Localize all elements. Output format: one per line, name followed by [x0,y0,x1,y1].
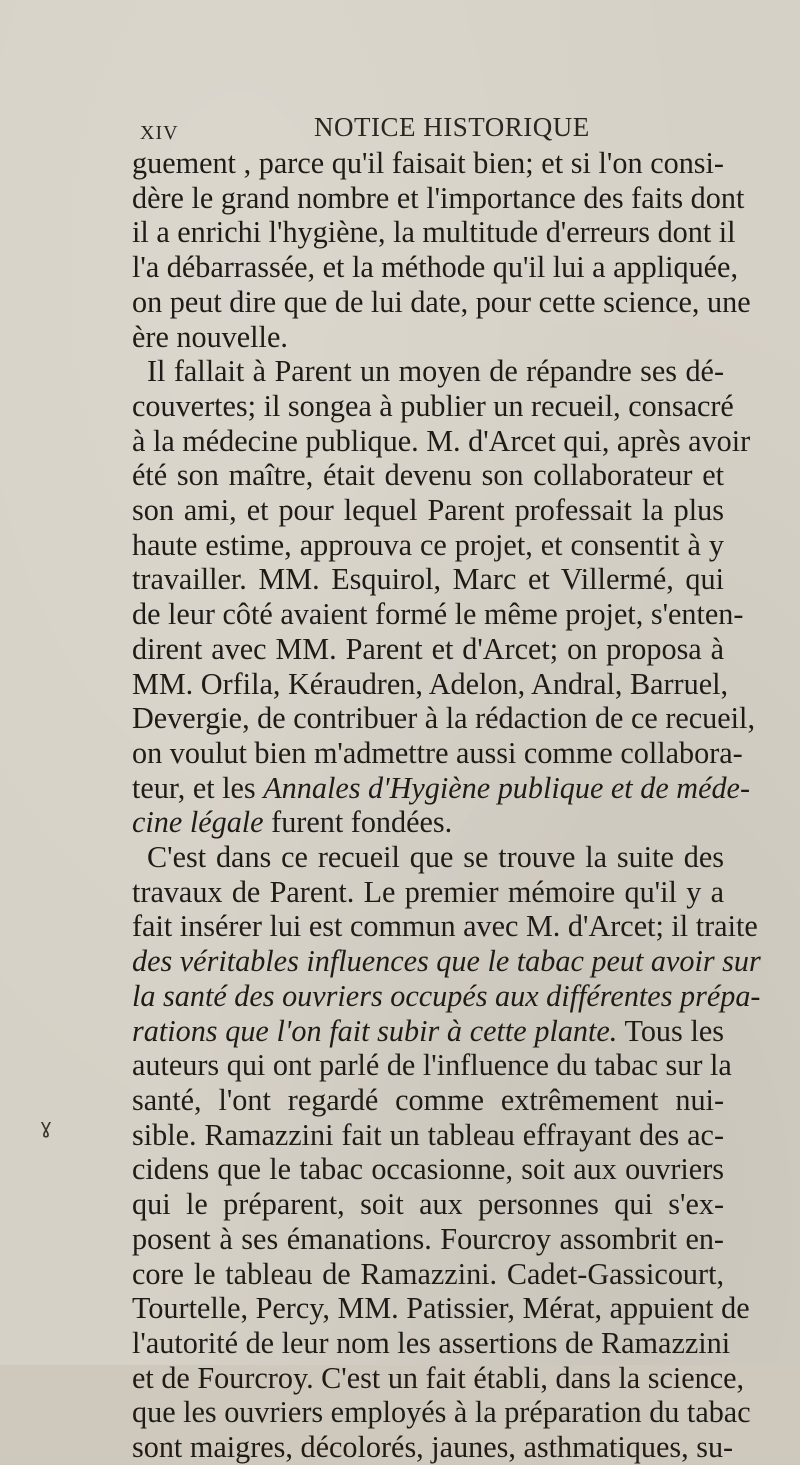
text-line [132,944,761,979]
text-line: il a enrichi l'hygiène, la multitude d'erreurs dont il [132,215,736,250]
text-line: auteurs qui ont parlé de l'influence du tabac sur la [132,1048,732,1083]
text-line: MM. Orfila, Kéraudren, Adelon, Andral, Barruel, [132,666,729,701]
text-line: Tourtelle, Percy, MM. Patissier, Mérat, appuient de [132,1291,750,1326]
journal-title-italic: Annales d'Hygiène publique et de méde- [263,770,751,805]
text-line: Il fallait à Parent un moyen de répandre ses dé- [147,354,724,389]
text-line: été son maître, était devenu son collaborateur et [132,458,724,493]
text-line: on voulut bien m'admettre aussi comme collabora- [132,735,743,770]
text-line: dère le grand nombre et l'importance des faits dont [132,180,745,215]
body-text [132,146,761,1465]
text-line: ère nouvelle. [132,319,288,354]
text-line: haute estime, approuva ce projet, et consentit à y [132,527,724,562]
memoir-title-italic: des véritables influences que le tabac peut avoir sur [132,944,761,979]
text-line: qui le préparent, soit aux personnes qui s'ex- [132,1187,724,1222]
text-line: on peut dire que de lui date, pour cette science, une [132,284,751,319]
text-line: sible. Ramazzini fait un tableau effrayant des ac- [132,1117,724,1152]
text-line: son ami, et pour lequel Parent professait la plus [132,493,724,528]
text-line: core le tableau de Ramazzini. Cadet-Gassicourt, [132,1256,724,1291]
text-line: rations que l'on fait subir à cette plante. Tous les [132,1013,724,1048]
text-line: à la médecine publique. M. d'Arcet qui, après avoir [132,423,751,458]
text-line: guement , parce qu'il faisait bien; et si l'on consi- [132,146,724,180]
memoir-title-italic: rations que l'on fait subir à cette plante. [132,1013,618,1048]
text-line: l'a débarrassée, et la méthode qu'il lui a appliquée, [132,250,739,285]
text-line: de leur côté avaient formé le même projet, s'enten- [132,597,744,632]
text-line: fait insérer lui est commun avec M. d'Arcet; il traite [132,909,758,944]
text-line: cine légale furent fondées. [132,805,453,840]
text-line: cidens que le tabac occasionne, soit aux ouvriers [132,1152,724,1187]
memoir-title-italic: la santé des ouvriers occupés aux différentes prépa- [132,978,761,1013]
text-line: teur, et les Annales d'Hygiène publique et de méde- [132,770,751,805]
text-line: Devergie, de contribuer à la rédaction de ce recueil, [132,701,755,736]
text-line: C'est dans ce recueil que se trouve la suite des [147,840,724,875]
text-line: couvertes; il songea à publier un recueil, consacré [132,388,734,423]
text-line: et de Fourcroy. C'est un fait établi, dans la science, [132,1360,745,1395]
page-header [104,112,704,146]
margin-mark: ɣ [40,1114,52,1138]
text-line: l'autorité de leur nom les assertions de Ramazzini [132,1325,731,1360]
text-line: sont maigres, décolorés, jaunes, asthmatiques, su- [132,1430,734,1465]
text-line: travaux de Parent. Le premier mémoire qu'il y a [132,874,724,909]
text-line: santé, l'ont regardé comme extrêmement nui- [132,1082,724,1117]
text-line: que les ouvriers employés à la préparation du tabac [132,1395,751,1430]
text-line: dirent avec MM. Parent et d'Arcet; on proposa à [132,631,724,666]
text-line [132,978,761,1014]
running-title: NOTICE HISTORIQUE [314,112,590,142]
text-line: travailler. MM. Esquirol, Marc et Villermé, qui [132,562,724,597]
text-line: posent à ses émanations. Fourcroy assombrit en- [132,1221,724,1256]
journal-title-italic: cine légale [132,805,264,840]
page-number: XIV [140,122,179,144]
